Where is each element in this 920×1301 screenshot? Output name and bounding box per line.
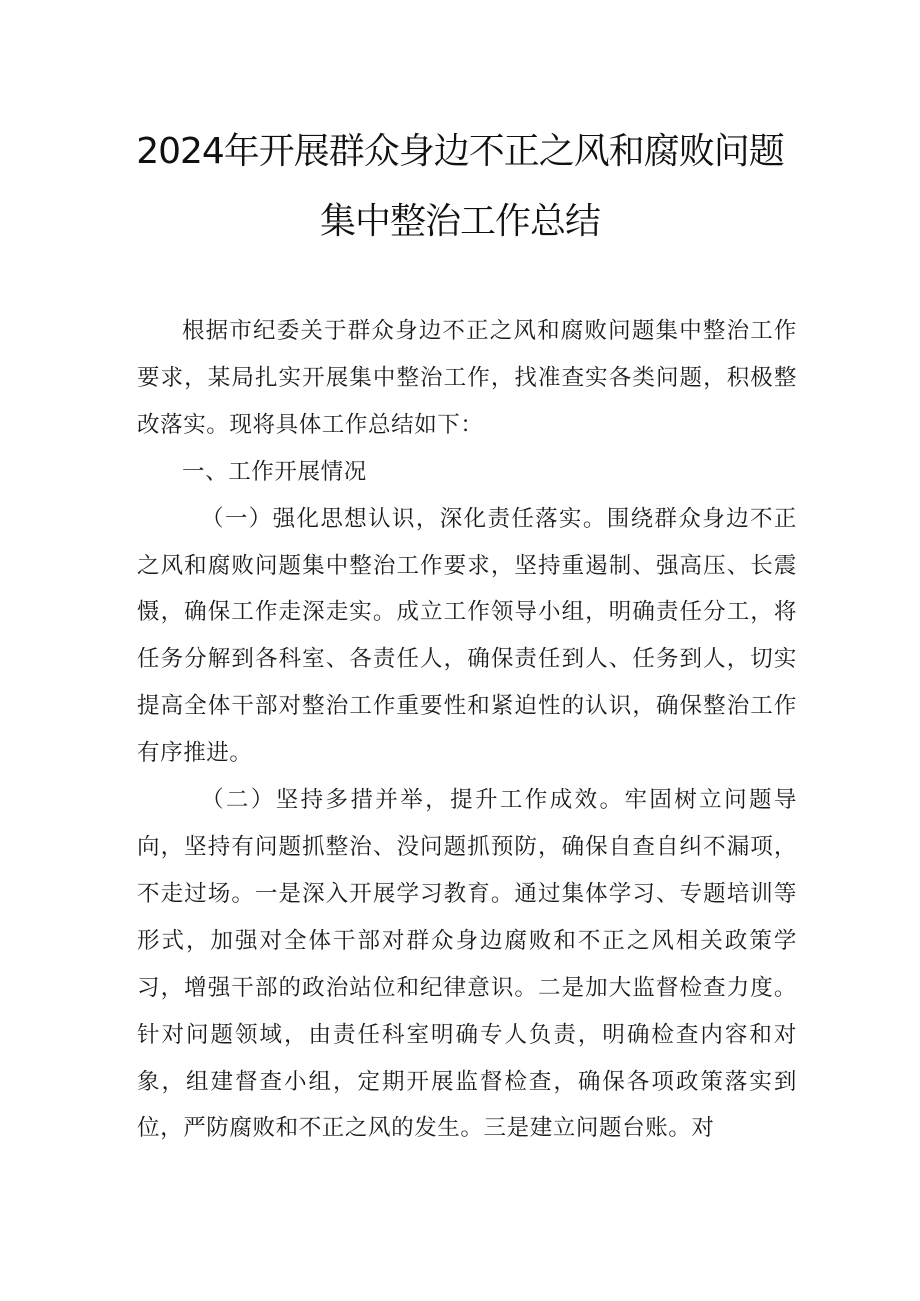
document-body bbox=[137, 308, 797, 1152]
document-title-line-1: 2024年开展群众身边不正之风和腐败问题 bbox=[136, 131, 784, 172]
subsection-paragraph-1: （一）强化思想认识，深化责任落实。围绕群众身边不正之风和腐败问题集中整治工作要求，坚持重遏制、强高压、长震慑，确保工作走深走实。成立工作领导小组，明确责任分工，将任务分解到各科室、各责任人，确保责任到人、任务到人，切实提高全体干部对整治工作重要性和紧迫性的认识，确保整治工作有序推进。 bbox=[137, 505, 797, 767]
section-heading-1: 一、工作开展情况 bbox=[182, 458, 367, 485]
document-title-line-2: 集中整治工作总结 bbox=[319, 201, 600, 242]
intro-paragraph: 根据市纪委关于群众身边不正之风和腐败问题集中整治工作要求，某局扎实开展集中整治工作，找准查实各类问题，积极整改落实。现将具体工作总结如下： bbox=[137, 318, 797, 438]
subsection-paragraph-2: （二）坚持多措并举，提升工作成效。牢固树立问题导向，坚持有问题抓整治、没问题抓预防，确保自查自纠不漏项，不走过场。一是深入开展学习教育。通过集体学习、专题培训等形式，加强对全体干部对群众身边腐败和不正之风相关政策学习，增强干部的政治站位和纪律意识。二是加大监督检查力度。针对问题领域，由责任科室明确专人负责，明确检查内容和对象，组建督查小组，定期开展监督检查，确保各项政策落实到位，严防腐败和不正之风的发生。三是建立问题台账。对 bbox=[137, 787, 797, 1142]
